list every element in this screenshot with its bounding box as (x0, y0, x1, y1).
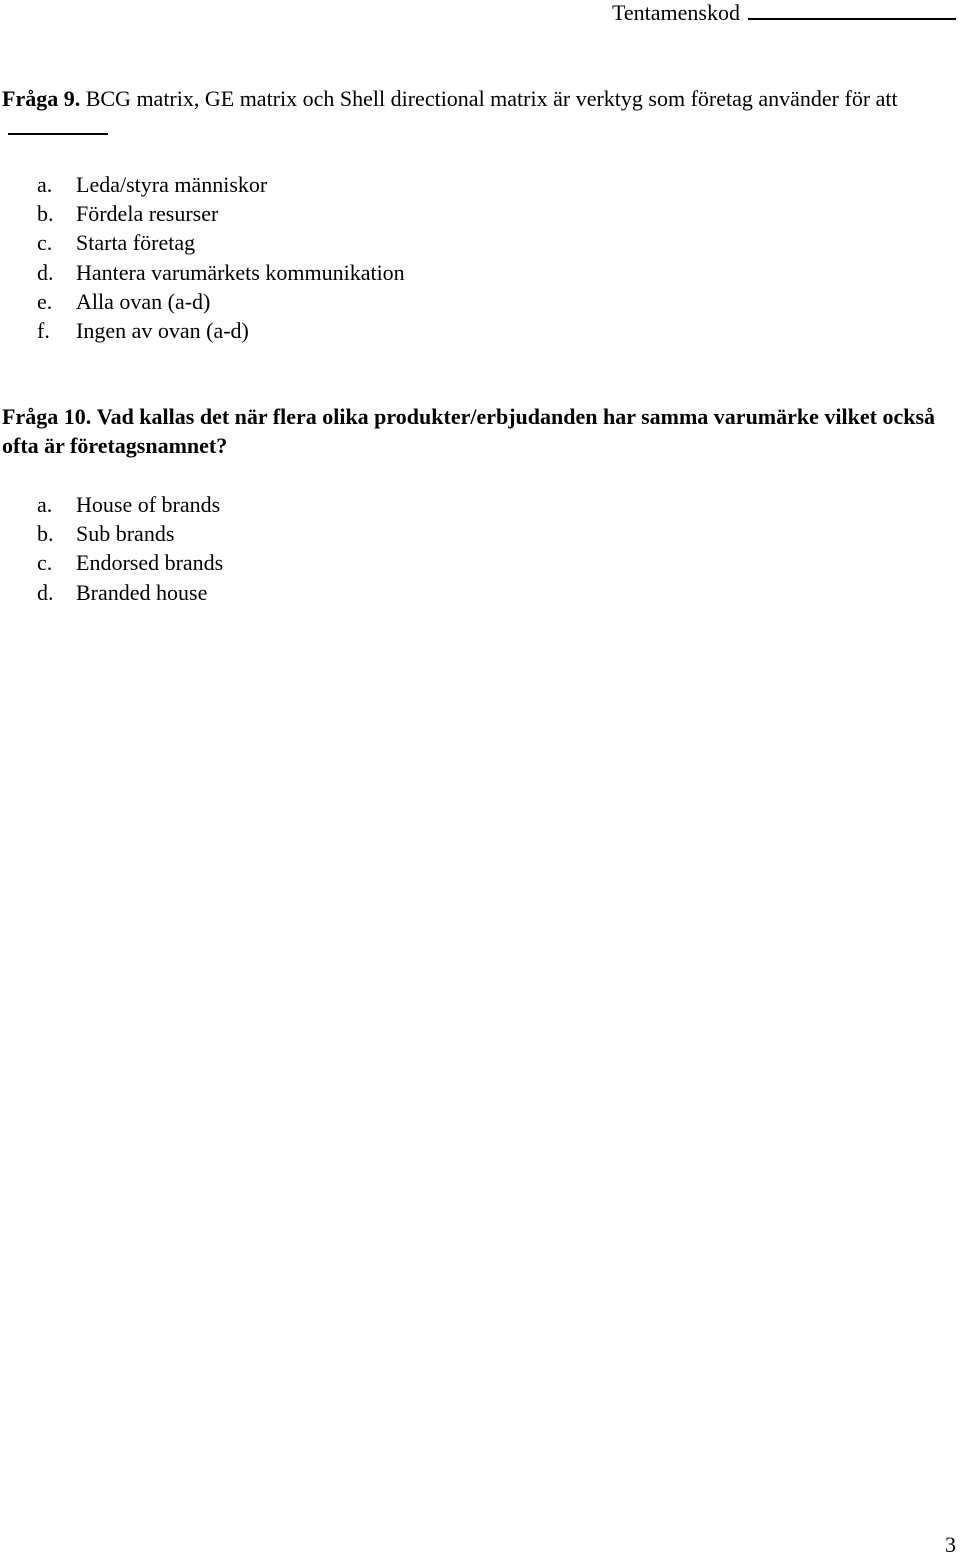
option-letter: b. (37, 521, 54, 547)
option-a (37, 490, 223, 519)
option-letter: b. (37, 201, 54, 227)
option-b (37, 519, 223, 548)
question-9-options (37, 170, 405, 345)
option-text: Branded house (76, 579, 208, 605)
exam-code-label: Tentamenskod (612, 0, 740, 25)
question-10-options (37, 490, 223, 607)
option-text: Alla ovan (a-d) (76, 288, 211, 314)
page-number: 3 (945, 1532, 956, 1557)
option-b (37, 199, 405, 228)
option-letter: d. (37, 579, 54, 605)
option-letter: d. (37, 259, 54, 285)
option-d (37, 578, 223, 607)
option-text: Starta företag (76, 230, 196, 256)
question-text: BCG matrix, GE matrix och Shell directional matrix är verktyg som företag använder för att (85, 86, 898, 111)
option-text: Sub brands (76, 521, 175, 547)
option-text: Endorsed brands (76, 550, 224, 576)
option-text: Hantera varumärkets kommunikation (76, 259, 405, 285)
option-a (37, 170, 405, 199)
option-text: Fördela resurser (76, 201, 219, 227)
question-9 (2, 84, 952, 142)
option-text: House of brands (76, 492, 221, 517)
option-e (37, 287, 405, 316)
option-letter: c. (37, 230, 53, 256)
option-letter: c. (37, 550, 53, 576)
exam-code-header (612, 0, 956, 25)
question-number: Fråga 10. (2, 404, 92, 429)
option-c (37, 548, 223, 577)
question-number: Fråga 9. (2, 86, 81, 111)
option-c (37, 228, 405, 257)
question-text: Vad kallas det när flera olika produkter/erbjudanden har samma varumärke vilket också ofta är företagsnamnet? (2, 404, 936, 458)
option-letter: e. (37, 288, 53, 314)
exam-code-blank[interactable] (748, 0, 956, 20)
question-10 (2, 402, 952, 460)
option-f (37, 316, 405, 345)
option-text: Ingen av ovan (a-d) (76, 318, 249, 344)
option-letter: f. (37, 318, 50, 344)
option-d (37, 258, 405, 287)
option-text: Leda/styra människor (76, 172, 268, 197)
option-letter: a. (37, 172, 53, 197)
answer-blank[interactable] (8, 115, 108, 135)
option-letter: a. (37, 492, 53, 517)
